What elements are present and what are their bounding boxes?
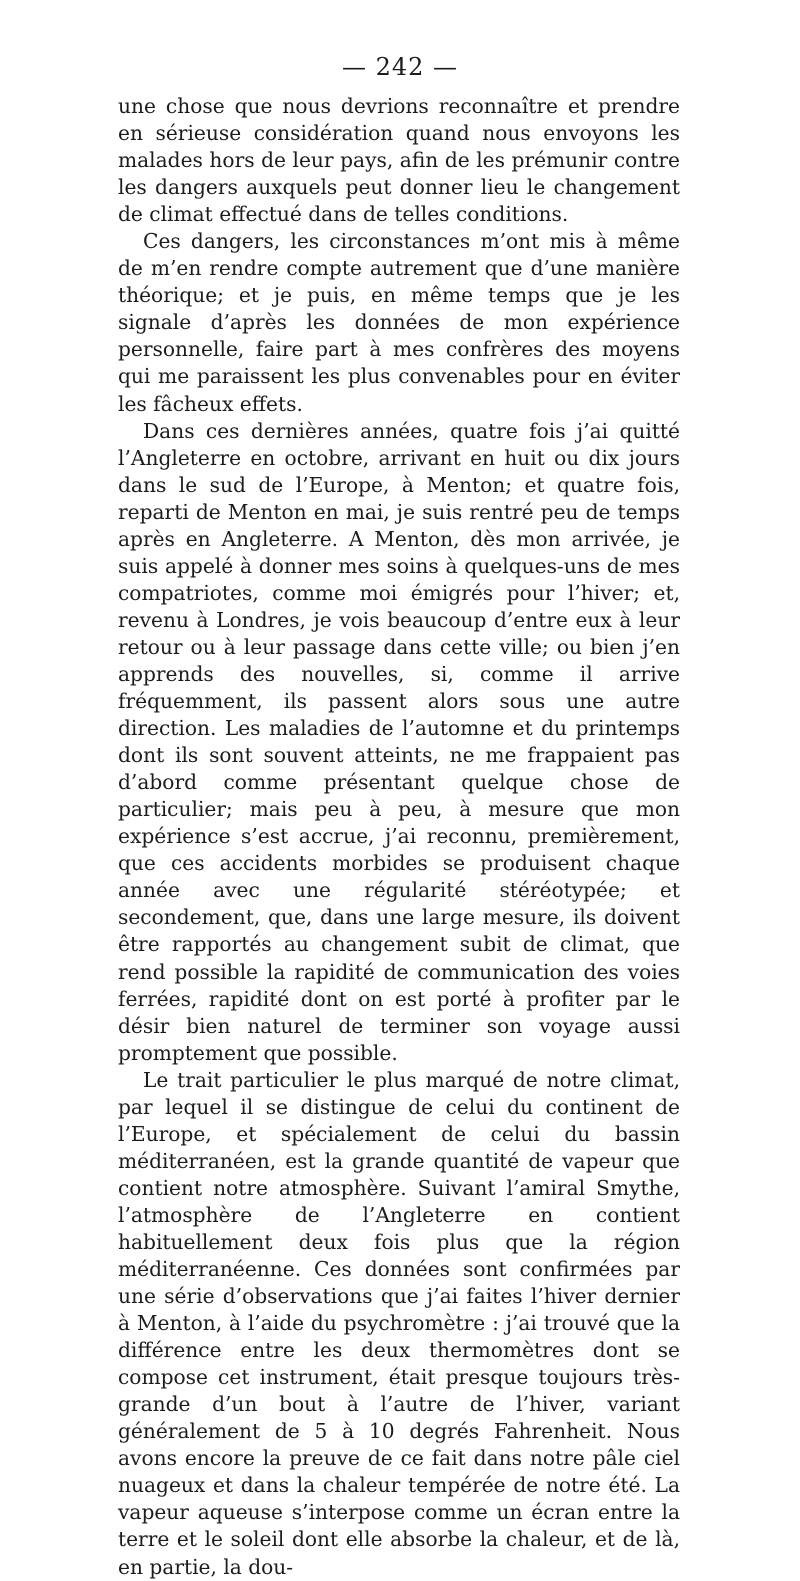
paragraph-climate: Le trait particulier le plus marqué de notre climat, par lequel il se distingue de celui du continent de l’Europe, et spécialement de celui du bassin méditerranéen, est la grande quantité de vapeur que contient notre atmosphère. Suivant l’amiral Smythe, l’atmosphère de l’Angleterre en contient habituellement deux fois plus que la région méditerranéenne. Ces données sont confirmées par une série d’observations que j’ai faites l’hiver dernier à Menton, à l’aide du psychromètre : j’ai trouvé que la différence entre les deux thermomètres dont se compose cet instrument, était presque toujours très-grande d’un bout à l’autre de l’hiver, variant généralement de 5 à 10 degrés Fahrenheit. Nous avons encore la preuve de ce fait dans notre pâle ciel nuageux et dans la chaleur tempérée de notre été. La vapeur aqueuse s’interpose comme un écran entre la terre et le soleil dont elle absorbe la chaleur, et de là, en partie, la dou- (118, 1067, 680, 1579)
paragraph-continuation: une chose que nous devrions reconnaître et prendre en sérieuse considération quand nous envoyons les malades hors de leur pays, afin de les prémunir contre les dangers auxquels peut donner lieu le changement de climat effectué dans de telles conditions. (118, 94, 680, 227)
paragraph-menton: Dans ces dernières années, quatre fois j’ai quitté l’Angleterre en octobre, arrivant en huit ou dix jours dans le sud de l’Europe, à Menton; et quatre fois, reparti de Menton en mai, je suis rentré peu de temps après en Angleterre. A Menton, dès mon arrivée, je suis appelé à donner mes soins à quelques-uns de mes compatriotes, comme moi émigrés pour l’hiver; et, revenu à Londres, je vois beaucoup d’entre eux à leur retour ou à leur passage dans cette ville; ou bien j’en apprends des nouvelles, si, comme il arrive fréquemment, ils passent alors sous une autre direction. Les maladies de l’automne et du printemps dont ils sont souvent atteints, ne me frappaient pas d’abord comme présentant quelque chose de particulier; mais peu à peu, à mesure que mon expérience s’est accrue, j’ai reconnu, premièrement, que ces accidents morbides se produisent chaque année avec une régularité stéréotypée; et secondement, que, dans une large mesure, ils doivent être rapportés au changement subit de climat, que rend possible la rapidité de communication des voies ferrées, rapidité dont on est porté à profiter par le désir bien naturel de terminer son voyage aussi promptement que possible. (118, 418, 680, 1065)
body-text (118, 93, 680, 1581)
paragraph-dangers: Ces dangers, les circonstances m’ont mis à même de m’en rendre compte autrement que d’une manière théorique; et je puis, en même temps que je les signale d’après les données de mon expérience personnelle, faire part à mes confrères des moyens qui me paraissent les plus convenables pour en éviter les fâcheux effets. (118, 229, 680, 416)
page-number: — 242 — (341, 53, 459, 81)
